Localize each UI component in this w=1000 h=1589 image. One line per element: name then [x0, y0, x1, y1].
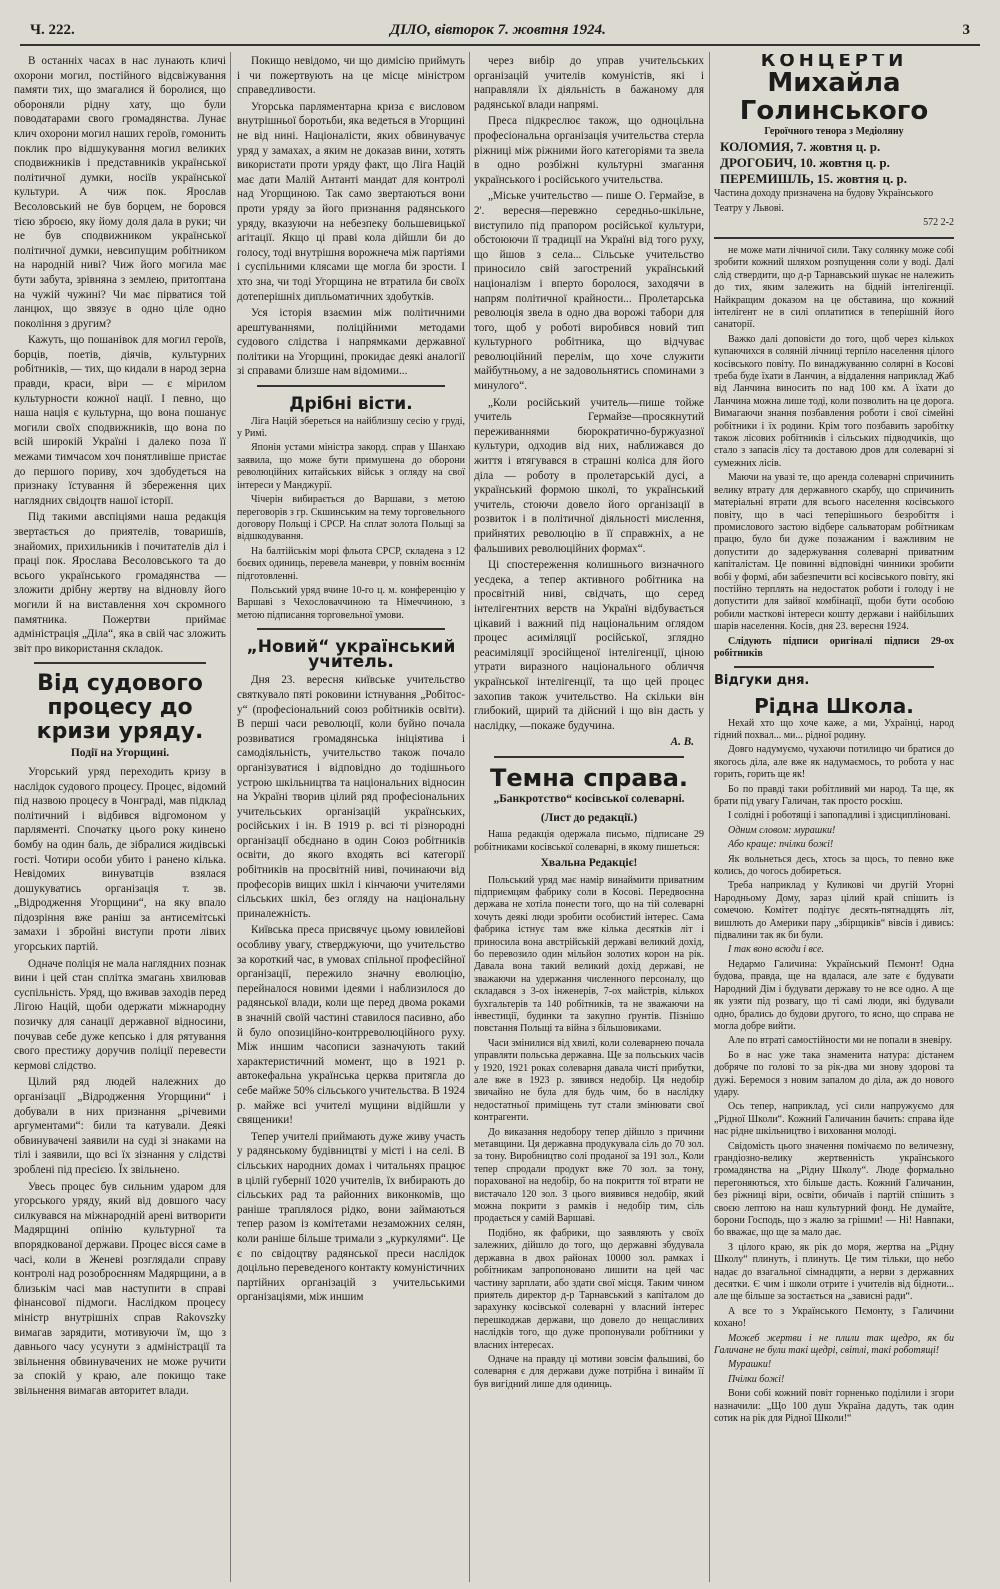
column-divider	[469, 52, 470, 1582]
paragraph: Тепер учителі приймають дуже живу участь у радянському будівництві у місті і на селі. В сільських народних домах і читальнях працює в цілій губернії 1020 учителів, їх вибирають до сільських рад та районних виконкомів, що раніше траплялося рідко, вони займаються тепер разом із комітетами незаможних селян, коли раніше більше тримали з „куркулями“. Це є по свідоцтву радянської преси наслідок доцільно переведеного контакту комуністичних партійних організацій з учительськими організаціями, між иншим	[237, 1130, 465, 1304]
paragraph: Свідомість цього значення помічаємо по величезну, грандіозно-велику жертвенність українського громадянства на „Рідну Школу“. Люде формально перегоняються, хто більше дасть. Кожний Галичанин, без ріжниці віри, освіти, обичаїв і партій спішить з своєю лептою на наш культурний фонд. Не думайте, борони Господь, що з жалю за грішми! — Ні! Навпаки, бо вважає, що ще за мало дає.	[714, 1140, 954, 1239]
paragraph: „Міське учительство — пише О. Гермайзе, в 2'. вересня—перевжно середньо-шкільне, виступило під прапором російської культури, обстоюючи її традиції на Україні від того руху, що йшов з села... Сільське учительство приносило свій загострений український націоналізм і вперто боролося, заходячи в напрям політичної крайности... Пролетарська революція звела в одно два ворожі табори для того, щоб у роботі виробився новий тип культурного робітника, що відчуває революційний перелім, що хоче служити майбутньому, а не задовольнятись споминами з минулого“.	[474, 190, 704, 393]
paragraph: Наша редакція одержала письмо, підписане 29 робітниками косівської солеварні, в якому пишеться:	[474, 829, 704, 853]
news-item: Японія устами міністра закорд. справ у Шанхаю заявила, що може бути примушена до оборони революційних китайських військ з огляду на свої інтереси у Манджурії.	[237, 442, 465, 491]
paragraph: Вони собі кожний повіт горненько поділили і згори назначили: „Що 100 душ Україна дадуть, так один сотик на рік для Рідної Школи!“	[714, 1388, 954, 1425]
paragraph: Треба наприклад у Куликові чи другій Угорні Народньому Дому, зараз цілий край спішить із сомечою. Комітет подітує десять-пятнадцять літ, вишлють до Америки пару „збірщиків“ вівсів і дивись: підвалини так як би були.	[714, 880, 954, 942]
paragraph: Недармо Галичина: Український Пємонт! Одна будова, правда, ще на вдалася, але зате є будувати Народний Дім і будувати державу то не все одно. А ще як узяти під розвагу, що ті самі люди, які будували одно, брались до будови другого, то ясно, що справа не могла добре вийти.	[714, 958, 954, 1032]
news-item: Польський уряд вчине 10-го ц. м. конференцію у Варшаві з Чехословаччиною та Німеччиною, з метою підписання торговельної умови.	[237, 584, 465, 621]
ad-city: ДРОГОБИЧ, 10. жовтня ц. р.	[720, 155, 890, 171]
verse-line: Або краще: пчілки божі!	[728, 839, 834, 851]
paragraph: До виказання недобору тепер дійшло з причини метавщини. Ця державна продукувала сіль до 70 зол. за тону. Виробництво солі проданої за 191 зол., Коли тепер спродали продукт вже 70 зол. за тону, порахованої на недобір, бо на покриття тої втрати не вистачало 120 зол. З цього виявився недобір, який можна покрити з рамків і недобір тим, сіль продається у самій Варшаві.	[474, 1126, 704, 1225]
ad-title: КОНЦЕРТИ	[760, 54, 908, 71]
paragraph: Преса підкреслює також, що одноцільна професіональна організація учительства стерла ріжниці між ріжними його категоріями та звела в одно розбіжні культурні змагання українського і російського учительства.	[474, 115, 704, 186]
paragraph: І солідні і роботящі і запопадливі і здисципліновані.	[728, 810, 951, 822]
paragraph: Нехай хто що хоче каже, а ми, Ухраїнці, народ гідний похвал... ми... рідної родину.	[714, 717, 954, 741]
paragraph: Маючи на увазі те, що аренда солеварні спричинить велику втрату для державного скарбу, що спричинить матеріальні втрати для всього населення косівського повіту, що в часі теперішнього безробіття і промислового застою відбере сальваторам робітникам працю, було би дуже позажаним і важливим не допустити до задержування солеварні приватним капіталістам. Це повинні відповідні чинники зробити вобі у формі, аби забезпечити всі косівського повіту, які постійно терплять на недостаток роботи і голоду і не допустити для зайвої комбінації, щоби бути особою робили масткові інтереси кошту держави і найбільших шарів населення. Косів, дня 23. вересня 1924.	[714, 472, 954, 633]
article-subtitle: Події на Угорщині.	[70, 747, 170, 760]
masthead-title: ДІЛО, вівторок 7. жовтня 1924.	[390, 22, 606, 38]
verse-line: І так воно всюди і все.	[728, 944, 825, 956]
paragraph: Бо по правді таки робітливий ми народ. Та ще, як брати під увагу Галичан, так просто роскіш.	[714, 783, 954, 807]
section-title: Відгуки дня.	[714, 673, 810, 689]
paragraph: Увесь процес був сильним ударом для угорського уряду, який від довшого часу силкувався на міжнародній арені витворити Мадярщині опінію культурної та впорядкованої держави. Процес вісся саме в часі, коли в Женеві розглядали справу контролі над розоброєнням Мадярщини, а в близькім часі мав наступити в справі фінансової підмоги. Наслідком процесу міністр внутрішніх справ Rakovszky вимагав зарядити, мотивуючи їм, що з давнього часу усунути з адміністрації та звільнення обвинувачених не може ручити за спокій у краю, але покищо таке звільнення вимагав авторитет влади.	[14, 1180, 226, 1397]
column-3	[474, 54, 704, 1582]
paragraph: Покищо невідомо, чи що димісію приймуть і чи пожертвують на це місце міністром справедливости.	[237, 55, 465, 97]
ad-note: Частина доходу призначена на будову Українського Театру у Львові.	[714, 188, 934, 214]
paragraph: Київська преса присвячує цьому ювилейові особливу увагу, стверджуючи, що учительство за короткий час, в умовах спільної професійної організації, пережило значну еволюцію, перейналося новими ідеями і наблизилося до радянської влади, коли ще перед двома роками в значній своїй частині ставилося пасивно, або й було опозиційно-контрреволюційного руху. Між иншим часописи зазначують такий характеристичний момент, що в 1921 р. автокефальна українська церква притягла до себе майже 50% сільського учительства. В 1924 р. майже всі учителі мущини відійшли у священики!	[237, 924, 465, 1127]
separator	[734, 666, 934, 668]
paragraph: Як вольнеться десь, хтось за щось, то певно вже колись, до чогось добиреться.	[714, 853, 954, 878]
paragraph: Під такими авспіціями наша редакція звертається до приятелів, товаришів, знайомих, прихильників і почитателів діл і праці пок. Ярослава Весоловського та до всього українського громадянства — зложити дрібну жертву на відновлу його могили й на виставлення хоч скромного памятника. Пожертви приймає адміністрація „Діла“, яка в свій час зложить звіт про використання складок.	[14, 511, 226, 655]
page-number-right: 3	[962, 22, 970, 38]
signatures-note: Слідують підписи оригіналі підписи 29-ох робітників	[714, 635, 954, 659]
paragraph: Дня 23. вересня київське учительство святкувало пяті роковини істнування „Робітос-у“ (професіональний союз робітників освіти). В перші часи революції, коли буйно почала розвиватися громадянська ініціятива і самодіяльність, учительство також почало організуватися і відповідно до тодішнього устрою шкільництва та національних відносин на Україні творив цілий ряд професіональних учительських організацій українських, російських і ін. В 1919 р. всі ті різнородні організації обєднано в один Союз робітників освіти, до якого входять всі категорії робітників на просвітній ниві, починаючи від професорів вищих шкіл і кінчаючи учителями сільських шкіл, без огляду на національну приналежність.	[237, 674, 465, 920]
news-title: Дрібні вісти.	[289, 394, 413, 415]
paragraph: Польський уряд має намір винаймити приватним підприємцям фабрику соли в Косові. Передвоєнна держава не хотіла понести того, що на тій солеварні хочуть деякі люди зробити особистий інтерес. Сама фабрика істнує там вже кілька десятків літ і приносила вона австрійській державі великий дохід, бо перевозило один мільйон золотих корон на рік. Давала вона такий великий дохід державі, не зважаючи на удержання численного персоналу, що складався з 3-ох інженерів, 7-ох майстрів, кількох бухгальтерів та 140 робітників, та не зважаючи на інвестиції, будинки та закупно ґрунтів. Пізнішо повстання Польщі та війна з більшовиками.	[474, 874, 704, 1035]
paragraph: З цілого краю, як рік до моря, жертва на „Рідну Школу“ плинуть, і плинуть. Це тим тільки, що небо надає до взагальної сімнадцяти, а нерви з державних десятки. Є чим і школи отрите і учителів від бідноти... але ще більше за зостається на „зависні ради“.	[714, 1241, 954, 1303]
ad-code: 572 2-2	[923, 217, 954, 229]
column-divider	[709, 52, 710, 1582]
column-2	[237, 54, 465, 1582]
paragraph: Але по втраті самостійности ми не попали в зневіру.	[728, 1035, 952, 1047]
news-item: Чічерін вибирається до Варшави, з метою переговорів з гр. Скшинським на тему торговельного договору Польщі і СРСР. На сплат золота Польщі за відшкодування.	[237, 494, 465, 543]
paragraph: Угорський уряд переходить кризу в наслідок судового процесу. Процес, відомий під назвою процесу в Чонграді, мав підклад політичний і відбився відгомоном у парляменті. Спочатку цього року кинено бомбу на один баль, де зібралися жидівські гості. Чотири особи убито і ранено кілька. Невідомих винуватців взялася дошукуватись організація т. зв. „Відродження Угорщини“, на яку впало підозріння вже раніш за антисемітські замахи і збройні виступи проти лівих угорських партій.	[14, 765, 226, 954]
ad-performer: Михайла Голинського	[739, 67, 929, 126]
column-4	[714, 54, 954, 1582]
paragraph: Кажуть, що пошанівок для могил героїв, борців, поетів, діячів, культурних робітників, — тих, що кидали в народ зерна правди, краси, віри — є мірилом культурности кожної нації. І певно, що наша нація є культурна, що вона пошанує могили своїх сподвижників, що вона по всій широкій Україні і далеко поза її межами тимчасом хоч понятливіше пристає до першого пориву, хоч здобудеться на признаку їстування й збереження цих наглядних свідоцтв нашої історії.	[14, 334, 226, 507]
paragraph: Уся історія взаємин між політичними арештуваннями, поліційними методами судового слідства і напрямками державної політики на Угорщині, прокидає деякі аналогії зі справами близше нам відомими...	[237, 307, 465, 378]
column-1	[14, 54, 226, 1582]
paragraph: Бо в нас уже така знаменита натура: дістанем добряче по голові то за рік-два ми знову здорові та дужі. Беремося з новим запалом до діла, аж до нового удару.	[714, 1049, 954, 1098]
verse-line: Можеб жертви і не плили так щедро, як би Галичане не були такі щедрі, світлі, такі роботящі!	[714, 1332, 954, 1357]
news-item: На балтійськім морі фльота СРСР, складена з 12 боєвих одиниць, перевела маневри, у повнім воєннім підготовленні.	[237, 545, 465, 582]
paragraph: Угорська парляментарна криза є висловом внутрішньої боротьби, яка ведеться в Угорщині не від нині. Націоналісти, яких обвинувачує уряд у замахах, а яким не доказав вини, хотять використати проти уряду факт, що Ліга Націй має дати Малій Антанті мандат для контролі над Угорщиною. Так само звертаються вони проти уряду за його признання радянського уряду, вказуючи на небезпеку большевицької агітації. Якщо ці праві кола дійшли би до голосу, тоді внутрішня ворожнеча між партіями і суспільними клясами ще могла би зрости. І хто зна, чи тоді Угорщина не втратила би своїх дотеперішніх дипльоматичних здобутків.	[237, 100, 465, 303]
salutation: Хвальна Редакціє!	[540, 856, 638, 869]
verse-line: Мурашки!	[728, 1359, 772, 1371]
paragraph: В останніх часах в нас лунають кличі охорони могил, постійного відсвіжування памяти тих, що змагалися й боролися, що обороняли рідну хату, що були поводатарами свого громадянства. Лунає клич охорони могил наших героїв, гомонить поклик про відшукування могил великих сподвижників і представників української політичної думки, носіїв української культури. А чиж пок. Ярослав Весоловський не був борцем, не боровся тією зброєю, яку йому доля дала в руки; чи не був сподвижником української політичної думки, невсипущим робітником на народній ниві? Чиж його могила має бути забута, зрівняна з землею, притоптана на чужій чужині? Чи має пірватися той ланцюх, що звязує в одно ціле одно покоління з другим?	[14, 55, 226, 330]
header-rule	[20, 44, 980, 46]
paragraph: Ось тепер, наприклад, усі сили напружуємо для „Рідної Школи“. Кожний Галичанин бачить: справа йде нас рідне шкільництво і виховання молоді.	[714, 1101, 954, 1138]
separator	[494, 756, 684, 758]
paragraph: Довго надумуємо, чухаючи потилицю чи братися до якогось діла, але вже як надумаємось, то робота у нас горить, горить ще як!	[714, 744, 954, 781]
paragraph: через вибір до управ учительських організацій учителів комуністів, які і направляли їх діяльність в бажаному для радянської влади напрямі.	[474, 55, 704, 111]
page-number: Ч. 222.	[30, 22, 75, 38]
article-title: „Новий“ український учитель.	[246, 637, 456, 672]
article-title: Від судового процесу до кризи уряду.	[36, 671, 204, 745]
verse-line: Одним словом: мурашки!	[728, 824, 836, 836]
ad-city: КОЛОМИЯ, 7. жовтня ц. р.	[720, 139, 881, 155]
paragraph: А все то з Українського Пємонту, з Галичини кохано!	[714, 1305, 954, 1330]
paragraph: Цілий ряд людей належних до організації „Відродження Угорщини“ і добували в них признання „річевими аргументами“: били та катували. Деякі обвинувачені заявили на суді зі знаками на тілі і заявили, що всі їх зізнання у слідстві зроблені під пресією. Їх звільнено.	[14, 1076, 226, 1176]
separator	[257, 628, 445, 630]
paragraph: „Коли російський учитель—пише тойже учитель Гермайзе—просякнутий переживаннями бюрократично-буржуазної культури, одходив від них, наближався до життя і втягувався в страшні коліса для його діла — роботу в пролетарській дусі, а український формою школі, то український учитель, стоючи довело його організації в розвиток і в політичної діяльності мислення, прийнятих революцію в її справжніх, а не фальшивих революційних формах“.	[474, 396, 704, 555]
paragraph: Часи змінилися від хвилі, коли солеварнею почала управляти польська державна. Ще за польських часів у 1920, 1921 роках солеварня давала чисті прибутки, але вже в 1923 р. зявився недобір. Ця недобір звичайно не була для будь чим, бо в наслідку недостатньої приміщень тут стали змінювати свої контрагенти.	[474, 1037, 704, 1124]
concert-ad	[714, 54, 954, 239]
page-header	[20, 22, 980, 46]
ad-tagline: Героїчного тенора з Медіоляну	[764, 125, 904, 137]
ad-city: ПЕРЕМИШЛЬ, 15. жовтня ц. р.	[720, 171, 907, 187]
separator	[34, 662, 206, 664]
separator	[257, 385, 445, 387]
article-title: Темна справа.	[489, 763, 689, 792]
paragraph: Подібно, як фабрики, що заявляють у своїх залежних, дійшло до того, що державні збудувала державна в двох районах 10000 зол. рамках і робітникам запропоновано лишити на цей час частину зарплати, або здати свої місця. Таким чином приятель директор д-р Тарнавський з капіталом до зарахунку косівської солеварні у власний інтерес перешкоджав держави, що довело до нещасливих наслідків того, що дуже пропонували робітники у власних інтересах.	[474, 1227, 704, 1351]
author-signature: А. В.	[670, 736, 694, 749]
article-note: (Лист до редакції.)	[540, 811, 638, 824]
paragraph: Одначе поліція не мала наглядних познак вини і цей стан сплітка змагань хвилював суспільність. Уряд, що вживав заходів перед Лігою Націй, щоби одержати міжнародну позичку для санації державної відносини, почував себе дуже кепсько і для рятування свого престижу доручив поліції перевести кермові слідство.	[14, 957, 226, 1072]
paragraph: Важко далі доповісти до того, щоб через кількох купаючихся в соляній лічниці терпіло населення цілого косівського повіту. По винаджуванню солярні в Косові треба буде їхати в Ланчин, а віддалення наприклад Жаб від Ланчина виносить по над 100 км. А їхати до Ланчина можна лише тоді, коли позволить на це дорога. Вимагаючи знання позбавлення роботи і свої сімейні робітники і їх родини. Крім того позбавить заробітку також лісових робітників і сільських підводчиків, що стало з запасів лісу та доставою дров для солеварні зі сумежних лісів.	[714, 333, 954, 469]
news-item: Ліга Націй збереться на найблизшу сесію у груді, у Римі.	[237, 415, 465, 440]
article-title: Рідна Школа.	[754, 693, 914, 718]
column-divider	[230, 52, 231, 1582]
paragraph: Одначе на правду ці мотиви зовсім фальшиві, бо солеварня є для держави дуже потрібна і винайм її був вигідний лише для одиниць.	[474, 1353, 704, 1390]
paragraph: Ці спостереження колишнього визначного уесдека, а тепер активного робітника на просвітній ниві, свідчать, що серед інтелігентних верств на Україні відбувається цікавий і важний під національним оглядом процес асиміляції російської, зглядно реасиміляції зросійщеної інтелігенції, ціною утрати виразного національного обличчя української інтелігенції, та що цей процес захопив також учительство. На скільки він глибокий, щирий та дійсний і що він дасть у наслідку, —покаже будучина.	[474, 559, 704, 732]
article-subtitle: „Банкротство“ косівської солеварні.	[493, 792, 685, 805]
verse-line: Пчілки божі!	[728, 1373, 785, 1385]
paragraph: не може мати лічничої сили. Таку солянку може собі зробити кожний шляхом розпущення соли у воді. Далі слід ствердити, що д-р Тарнавський шукає не належить до тих, яким залежить на бідній інтелігенції. Найкращим доказом на це обставина, що кожний інтелігент не в силі оплатитися в теперішній його санаторії.	[714, 244, 954, 331]
